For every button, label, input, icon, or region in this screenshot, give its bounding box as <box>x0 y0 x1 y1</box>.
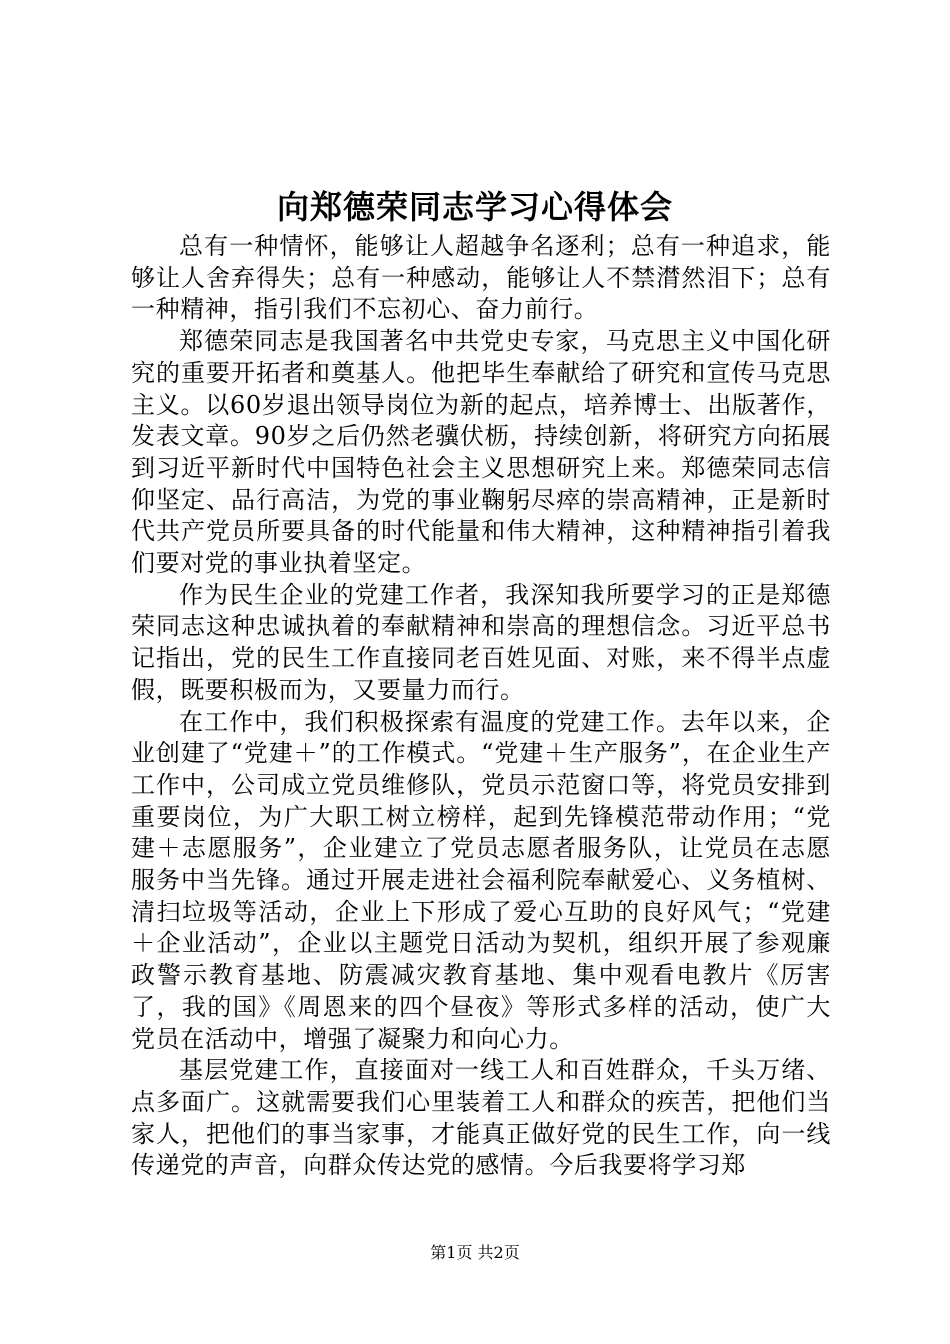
document-body <box>131 231 831 1182</box>
paragraph-5: 基层党建工作，直接面对一线工人和百姓群众，千头万绪、点多面广。这就需要我们心里装着工人和群众的疾苦，把他们当家人，把他们的事当家事，才能真正做好党的民生工作，向一线传递党的声音，向群众传达党的感情。今后我要将学习郑 <box>131 1056 831 1180</box>
paragraph-1: 总有一种情怀，能够让人超越争名逐利；总有一种追求，能够让人舍弃得失；总有一种感动，能够让人不禁潸然泪下；总有一种精神，指引我们不忘初心、奋力前行。 <box>131 232 831 324</box>
document-title: 向郑德荣同志学习心得体会 <box>276 188 673 226</box>
page-indicator: 第1页 共2页 <box>430 1243 520 1262</box>
paragraph-3: 作为民生企业的党建工作者，我深知我所要学习的正是郑德荣同志这种忠诚执着的奉献精神和崇高的理想信念。习近平总书记指出，党的民生工作直接同老百姓见面、对账，来不得半点虚假，既要积极而为，又要量力而行。 <box>131 580 831 704</box>
paragraph-4: 在工作中，我们积极探索有温度的党建工作。去年以来，企业创建了“党建＋”的工作模式。“党建＋生产服务”，在企业生产工作中，公司成立党员维修队，党员示范窗口等，将党员安排到重要岗位，为广大职工树立榜样，起到先锋模范带动作用；“党建＋志愿服务”，企业建立了党员志愿者服务队，让党员在志愿服务中当先锋。通过开展走进社会福利院奉献爱心、义务植树、清扫垃圾等活动，企业上下形成了爱心互助的良好风气；“党建＋企业活动”，企业以主题党日活动为契机，组织开展了参观廉政警示教育基地、防震减灾教育基地、集中观看电教片《厉害了，我的国》《周恩来的四个昼夜》等形式多样的活动，使广大党员在活动中，增强了凝聚力和向心力。 <box>131 707 831 1053</box>
paragraph-2: 郑德荣同志是我国著名中共党史专家，马克思主义中国化研究的重要开拓者和奠基人。他把毕生奉献给了研究和宣传马克思主义。以60岁退出领导岗位为新的起点，培养博士、出版著作，发表文章。90岁之后仍然老骥伏枥，持续创新，将研究方向拓展到习近平新时代中国特色社会主义思想研究上来。郑德荣同志信仰坚定、品行高洁，为党的事业鞠躬尽瘁的崇高精神，正是新时代共产党员所要具备的时代能量和伟大精神，这种精神指引着我们要对党的事业执着坚定。 <box>131 327 831 578</box>
